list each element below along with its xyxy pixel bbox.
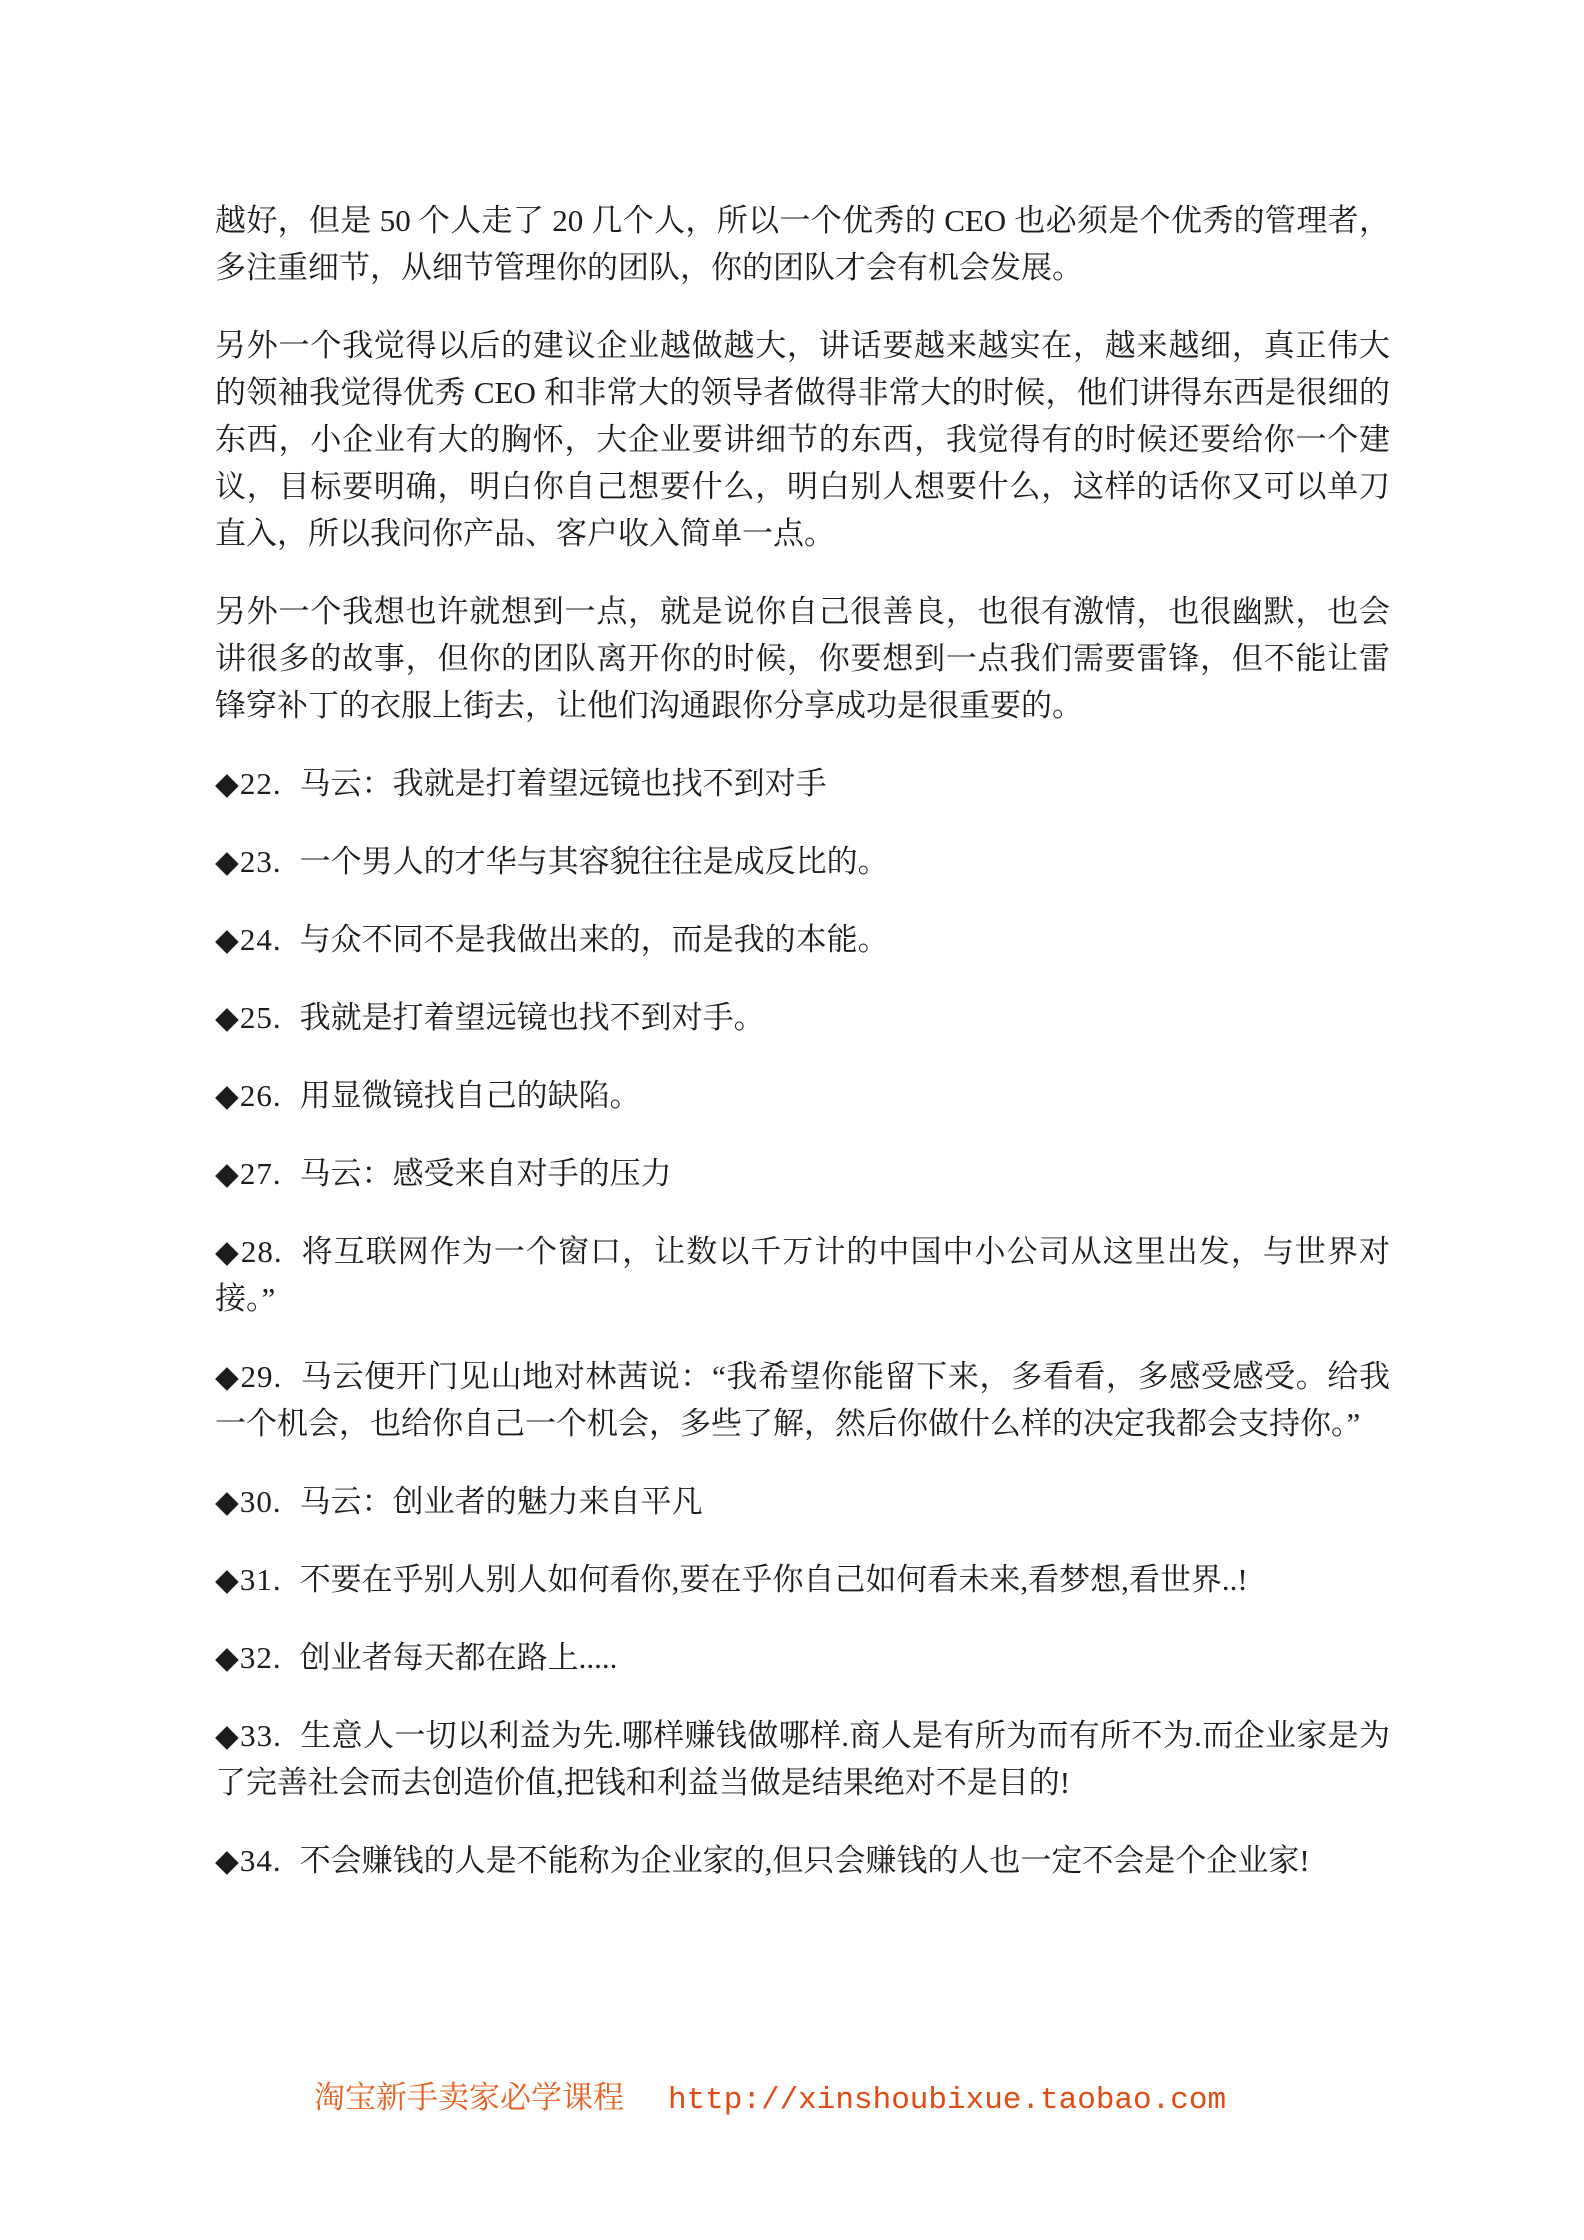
- quote-text: 马云：我就是打着望远镜也找不到对手: [299, 766, 827, 801]
- quote-item: [215, 994, 1390, 1041]
- quote-item: [215, 1556, 1390, 1603]
- document-body: [215, 197, 1390, 1915]
- quote-item: [215, 1228, 1390, 1322]
- paragraph: 越好，但是 50 个人走了 20 几个人，所以一个优秀的 CEO 也必须是个优秀的管理者，多注重细节，从细节管理你的团队，你的团队才会有机会发展。: [215, 203, 1390, 285]
- quote-item: [215, 1837, 1390, 1884]
- quote-item: [215, 916, 1390, 963]
- footer-brand-label: 淘宝新手卖家必学课程: [313, 2080, 624, 2115]
- quote-text: 马云：创业者的魅力来自平凡: [299, 1484, 703, 1519]
- diamond-bullet: ◆33.: [215, 1718, 282, 1753]
- quote-text: 生意人一切以利益为先.哪样赚钱做哪样.商人是有所为而有所不为.而企业家是为了完善社会而去创造价值,把钱和利益当做是结果绝对不是目的!: [215, 1718, 1390, 1800]
- page-footer: [0, 2078, 1562, 2121]
- diamond-bullet: ◆32.: [215, 1640, 282, 1675]
- diamond-bullet: ◆29.: [215, 1359, 283, 1394]
- quote-item: [215, 760, 1390, 807]
- quote-item: [215, 1634, 1390, 1681]
- diamond-bullet: ◆26.: [215, 1078, 282, 1113]
- diamond-bullet: ◆31.: [215, 1562, 282, 1597]
- diamond-bullet: ◆25.: [215, 1000, 282, 1035]
- diamond-bullet: ◆30.: [215, 1484, 282, 1519]
- diamond-bullet: ◆34.: [215, 1843, 282, 1878]
- quote-item: [215, 1353, 1390, 1447]
- diamond-bullet: ◆22.: [215, 766, 282, 801]
- quote-text: 用显微镜找自己的缺陷。: [299, 1078, 641, 1113]
- diamond-bullet: ◆23.: [215, 844, 282, 879]
- quote-item: [215, 1150, 1390, 1197]
- quote-text: 一个男人的才华与其容貌往往是成反比的。: [299, 844, 889, 879]
- quote-text: 不会赚钱的人是不能称为企业家的,但只会赚钱的人也一定不会是个企业家!: [299, 1843, 1310, 1878]
- quote-item: [215, 1072, 1390, 1119]
- footer-url-link[interactable]: http://xinshoubixue.taobao.com: [667, 2083, 1227, 2118]
- diamond-bullet: ◆24.: [215, 922, 282, 957]
- quote-text: 与众不同不是我做出来的，而是我的本能。: [299, 922, 889, 957]
- quote-item: [215, 1478, 1390, 1525]
- quote-text: 不要在乎别人别人如何看你,要在乎你自己如何看未来,看梦想,看世界..!: [299, 1562, 1248, 1597]
- quote-text: 我就是打着望远镜也找不到对手。: [299, 1000, 765, 1035]
- quote-text: 将互联网作为一个窗口，让数以千万计的中国中小公司从这里出发，与世界对接。”: [215, 1234, 1391, 1316]
- quote-text: 创业者每天都在路上.....: [299, 1640, 618, 1675]
- quote-text: 马云便开门见山地对林茜说：“我希望你能留下来，多看看，多感受感受。给我一个机会，也给你自己一个机会，多些了解，然后你做什么样的决定我都会支持你。”: [215, 1359, 1391, 1441]
- quote-item: [215, 838, 1390, 885]
- quote-text: 马云：感受来自对手的压力: [299, 1156, 672, 1191]
- paragraph: 另外一个我觉得以后的建议企业越做越大，讲话要越来越实在，越来越细，真正伟大的领袖我觉得优秀 CEO 和非常大的领导者做得非常大的时候，他们讲得东西是很细的东西，小企业有大的胸怀，大企业要讲细节的东西，我觉得有的时候还要给你一个建议，目标要明确，明白你自己想要什么，明白别人想要什么，这样的话你又可以单刀直入，所以我问你产品、客户收入简单一点。: [215, 328, 1390, 551]
- quote-item: [215, 1712, 1390, 1806]
- diamond-bullet: ◆27.: [215, 1156, 282, 1191]
- paragraph: 另外一个我想也许就想到一点，就是说你自己很善良，也很有激情，也很幽默，也会讲很多的故事，但你的团队离开你的时候，你要想到一点我们需要雷锋，但不能让雷锋穿补丁的衣服上街去，让他们沟通跟你分享成功是很重要的。: [215, 594, 1390, 723]
- diamond-bullet: ◆28.: [215, 1234, 283, 1269]
